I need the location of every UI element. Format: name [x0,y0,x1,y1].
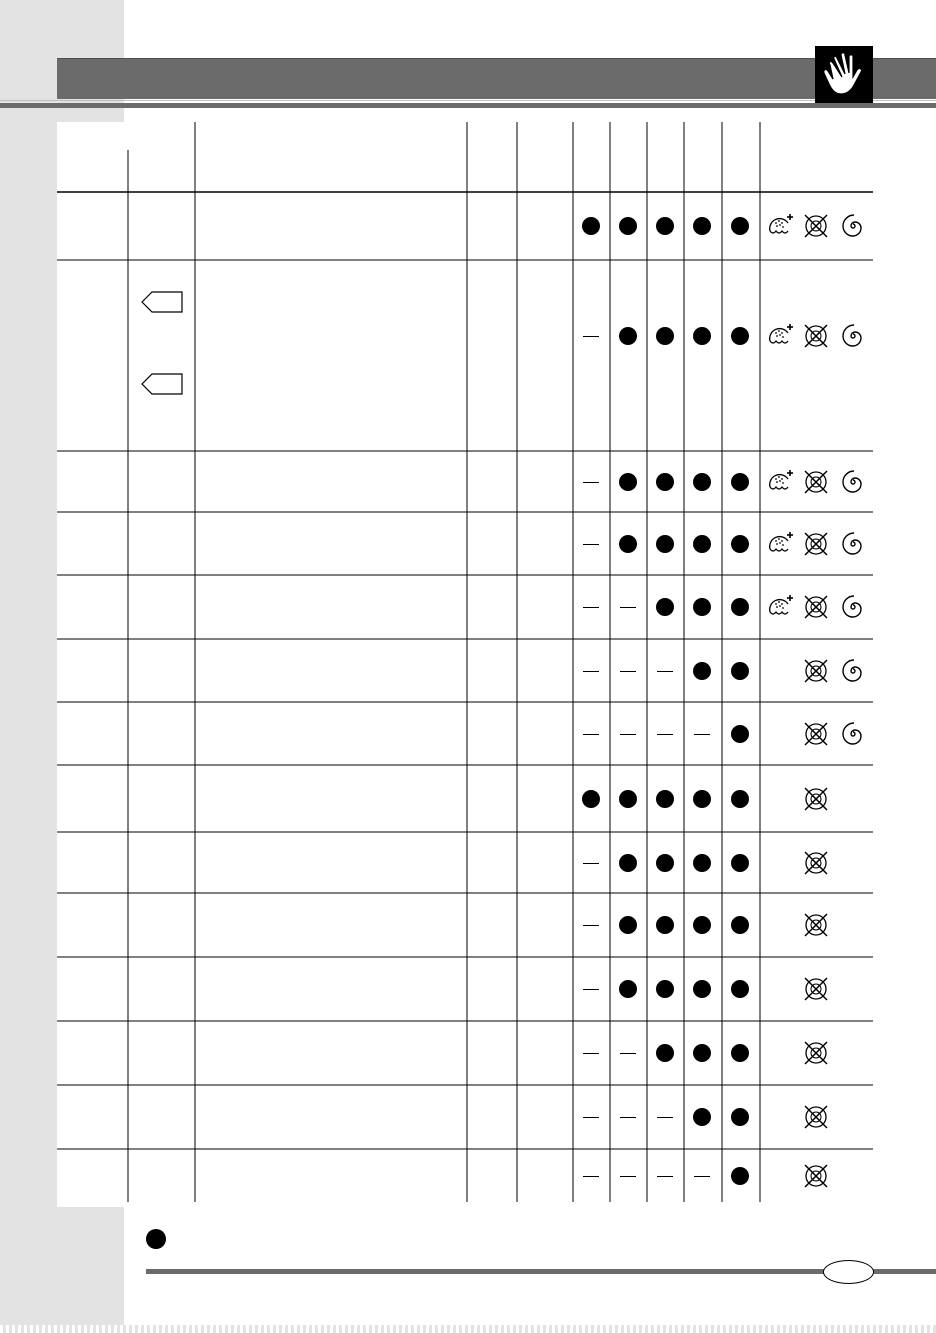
level-dot [656,473,674,491]
level-dash [620,734,636,735]
level-dash [657,1176,673,1177]
header-bar [57,58,936,99]
level-dash [620,1176,636,1177]
level-dot [693,662,711,680]
level-dot [693,535,711,553]
level-dot [693,598,711,616]
level-dot [656,916,674,934]
no-steam-icon [801,321,827,347]
level-dot [656,1044,674,1062]
spiral-icon [838,592,864,618]
level-dot [693,854,711,872]
steam-plus-icon [765,592,791,618]
level-dash [583,607,599,608]
level-dash [620,1053,636,1054]
level-dot [656,327,674,345]
level-dash [583,482,599,483]
level-dash [583,544,599,545]
steam-plus-icon [765,529,791,555]
header-divider-thin [0,100,936,101]
level-dash [657,671,673,672]
level-dot [731,916,749,934]
spiral-icon [838,529,864,555]
level-dot [693,327,711,345]
no-steam-icon [801,656,827,682]
level-dash [694,1176,710,1177]
spiral-icon [838,719,864,745]
level-dot [731,790,749,808]
level-dot [619,790,637,808]
level-dot [619,473,637,491]
level-dot [582,790,600,808]
steam-plus-icon [765,321,791,347]
level-dash [583,989,599,990]
no-steam-icon [801,848,827,874]
level-dot [731,535,749,553]
level-dot [731,854,749,872]
level-dot [731,725,749,743]
level-dot [656,598,674,616]
level-dot [731,980,749,998]
header-divider [0,103,936,108]
no-steam-icon [801,211,827,237]
level-dash [694,734,710,735]
level-dash [583,671,599,672]
no-steam-icon [801,974,827,1000]
steam-plus-icon [765,211,791,237]
spiral-icon [838,321,864,347]
level-dash [583,863,599,864]
level-dash [583,1176,599,1177]
level-dot [731,327,749,345]
level-dot [619,217,637,235]
level-dash [657,734,673,735]
level-dash [583,734,599,735]
level-dot [731,1167,749,1185]
level-dot [731,473,749,491]
level-dot [656,854,674,872]
no-steam-icon [801,784,827,810]
level-dot [693,790,711,808]
level-dash [620,671,636,672]
no-steam-icon [801,529,827,555]
no-steam-icon [801,719,827,745]
level-dash [583,1117,599,1118]
no-steam-icon [801,910,827,936]
spiral-icon [838,656,864,682]
level-dot [656,217,674,235]
steam-plus-icon [765,467,791,493]
level-dot [731,598,749,616]
no-steam-icon [801,1161,827,1187]
level-dot [619,854,637,872]
spiral-icon [838,467,864,493]
level-dot [693,980,711,998]
page-number [823,1260,874,1284]
level-dot [582,217,600,235]
level-dot [731,1108,749,1126]
level-dash [583,1053,599,1054]
hand-icon [815,46,873,103]
level-dot [693,1044,711,1062]
level-dot [693,217,711,235]
label-tag-icon [140,290,184,314]
level-dot [656,790,674,808]
level-dash [620,1117,636,1118]
legend-dot-icon [146,1229,166,1249]
level-dot [693,916,711,934]
footer-divider [146,1269,936,1274]
level-dot [656,980,674,998]
level-dot [619,327,637,345]
no-steam-icon [801,467,827,493]
level-dot [693,473,711,491]
no-steam-icon [801,1038,827,1064]
level-dot [731,1044,749,1062]
level-dot [619,916,637,934]
spiral-icon [838,211,864,237]
page-edge [0,1325,936,1333]
label-tag-icon [140,372,184,396]
level-dot [731,662,749,680]
level-dash [620,607,636,608]
no-steam-icon [801,1102,827,1128]
level-dash [657,1117,673,1118]
level-dot [619,535,637,553]
bottom-margin [0,1207,124,1333]
level-dot [656,535,674,553]
level-dot [693,1108,711,1126]
no-steam-icon [801,592,827,618]
level-dot [731,217,749,235]
care-table [57,122,873,1207]
level-dot [619,980,637,998]
level-dash [583,336,599,337]
level-dash [583,925,599,926]
